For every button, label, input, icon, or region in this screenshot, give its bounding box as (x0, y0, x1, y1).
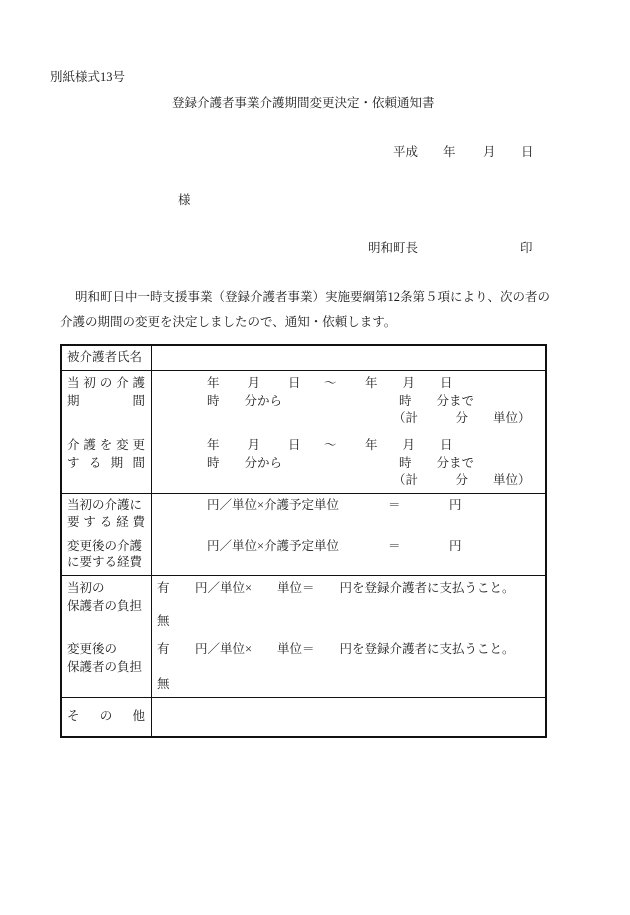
burden-label-line: 保護者の負担 (67, 660, 143, 674)
form-number: 別紙様式13号 (50, 70, 126, 84)
burden-yes: 有 (157, 642, 170, 656)
cost-formula: 円／単位×介護予定単位 (207, 539, 340, 553)
burden-no: 無 (157, 614, 170, 628)
period-time-to: 時 分まで (399, 394, 475, 408)
period-total: （計 分 単位） (393, 411, 531, 425)
period-tilde: ～ (324, 376, 337, 390)
row-divider (61, 697, 546, 698)
cost-equals: ＝ (388, 539, 401, 553)
burden-no: 無 (157, 677, 170, 691)
period-label-line: 当初の介護 (67, 376, 145, 390)
date-day: 日 (521, 145, 534, 159)
recipient-name-field (153, 346, 544, 369)
period-date-to: 年 月 日 (365, 438, 453, 452)
cost-label-line: 変更後の介護 (67, 539, 143, 553)
date-month: 月 (483, 145, 496, 159)
cost-result: 円 (449, 498, 462, 512)
period-label-line: する期間 (67, 456, 145, 470)
cost-result: 円 (449, 539, 462, 553)
body-line: 介護の期間の変更を決定しましたので、通知・依頼します。 (60, 315, 397, 329)
date-year: 年 (443, 145, 456, 159)
cost-label-line: 当初の介護に (67, 498, 143, 512)
period-date-from: 年 月 日 (207, 376, 302, 390)
date-era: 平成 (393, 145, 419, 159)
issuer-seal: 印 (520, 241, 533, 255)
period-time-to: 時 分まで (399, 456, 475, 470)
document-title: 登録介護者事業介護期間変更決定・依頼通知書 (172, 96, 435, 110)
period-date-from: 年 月 日 (207, 438, 302, 452)
period-label-line: 介護を変更 (67, 438, 145, 452)
body-line: 明和町日中一時支援事業（登録介護者事業）実施要綱第12条第５項により、次の者の (75, 290, 551, 304)
issuer-name: 明和町長 (368, 241, 419, 255)
burden-label-line: 当初の (67, 581, 105, 595)
recipient-label: 被介護者氏名 (67, 350, 143, 364)
other-label: その他 (67, 709, 145, 723)
other-field (153, 699, 544, 735)
period-total: （計 分 単位） (393, 473, 531, 487)
addressee-suffix: 様 (178, 193, 191, 207)
burden-label-line: 保護者の負担 (67, 599, 143, 613)
cost-label-line: に要する経費 (67, 555, 143, 569)
burden-formula: 円／単位× 単位＝ 円を登録介護者に支払うこと。 (195, 642, 515, 656)
cost-formula: 円／単位×介護予定単位 (207, 498, 340, 512)
column-divider (151, 345, 152, 737)
period-time-from: 時 分から (207, 394, 283, 408)
row-divider (61, 575, 546, 576)
burden-formula: 円／単位× 単位＝ 円を登録介護者に支払うこと。 (195, 581, 515, 595)
burden-label-line: 変更後の (67, 642, 118, 656)
period-time-from: 時 分から (207, 456, 283, 470)
period-tilde: ～ (324, 438, 337, 452)
cost-label-line: 要する経費 (67, 515, 145, 529)
period-date-to: 年 月 日 (365, 376, 453, 390)
period-label-line: 期間 (67, 394, 145, 408)
row-divider (61, 493, 546, 494)
row-divider (61, 370, 546, 371)
cost-equals: ＝ (388, 498, 401, 512)
burden-yes: 有 (157, 581, 170, 595)
